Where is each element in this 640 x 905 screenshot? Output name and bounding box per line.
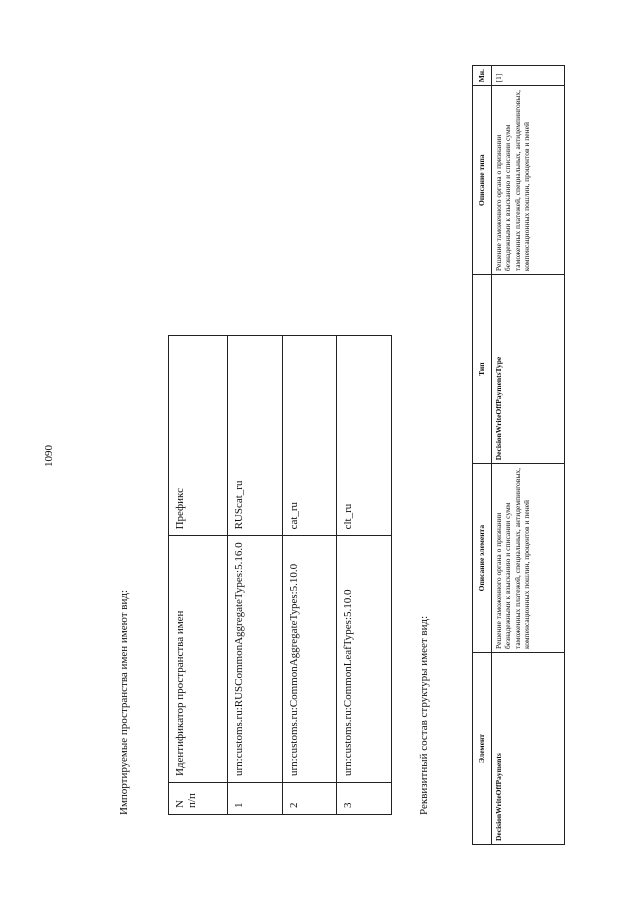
column-header-type-description: Описание типа bbox=[473, 86, 492, 275]
cell-type-description: Решение таможенного органа о признании безнадежными к взысканию и списании сумм таможенных платежей, специальных, антидемпинговых, компенсационных пошлин, процентов и пеней bbox=[492, 86, 565, 275]
cell-number: 1 bbox=[228, 783, 283, 815]
table-row bbox=[337, 336, 392, 815]
requisites-heading: Реквизитный состав структуры имеет вид: bbox=[418, 615, 430, 815]
cell-namespace-id: urn:customs.ru:RUSCommonAggregateTypes:5.16.0 bbox=[228, 536, 283, 783]
column-header-namespace-id: Идентификатор пространства имен bbox=[169, 536, 228, 783]
cell-namespace-id: urn:customs.ru:CommonAggregateTypes:5.10.0 bbox=[282, 536, 337, 783]
cell-element: DecisionWriteOffPayments bbox=[492, 653, 565, 845]
column-header-element: Элемент bbox=[473, 653, 492, 845]
cell-number: 2 bbox=[282, 783, 337, 815]
cell-prefix: RUScat_ru bbox=[228, 336, 283, 536]
table-row bbox=[228, 336, 283, 815]
requisite-table bbox=[472, 65, 565, 845]
namespaces-heading: Импортируемые пространства имен имеют вид: bbox=[118, 589, 130, 815]
cell-namespace-id: urn:customs.ru:CommonLeafTypes:5.10.0 bbox=[337, 536, 392, 783]
table-header-row bbox=[473, 66, 492, 845]
page-number: 1090 bbox=[43, 445, 55, 467]
cell-number: 3 bbox=[337, 783, 392, 815]
column-header-type: Тип bbox=[473, 275, 492, 464]
cell-multiplicity: [1] bbox=[492, 66, 565, 86]
cell-prefix: clt_ru bbox=[337, 336, 392, 536]
column-header-multiplicity: Мн. bbox=[473, 66, 492, 86]
column-header-element-description: Описание элемента bbox=[473, 464, 492, 653]
table-row bbox=[492, 66, 565, 845]
table-row bbox=[282, 336, 337, 815]
cell-type: DecisionWriteOffPaymentsType bbox=[492, 275, 565, 464]
column-header-prefix: Префикс bbox=[169, 336, 228, 536]
column-header-number: N п/п bbox=[169, 783, 228, 815]
namespace-table bbox=[168, 335, 392, 815]
table-header-row bbox=[169, 336, 228, 815]
cell-prefix: cat_ru bbox=[282, 336, 337, 536]
cell-element-description: Решение таможенного органа о признании безнадежными к взысканию и списании сумм таможенных платежей, специальных, антидемпинговых, компенсационных пошлин, процентов и пеней bbox=[492, 464, 565, 653]
